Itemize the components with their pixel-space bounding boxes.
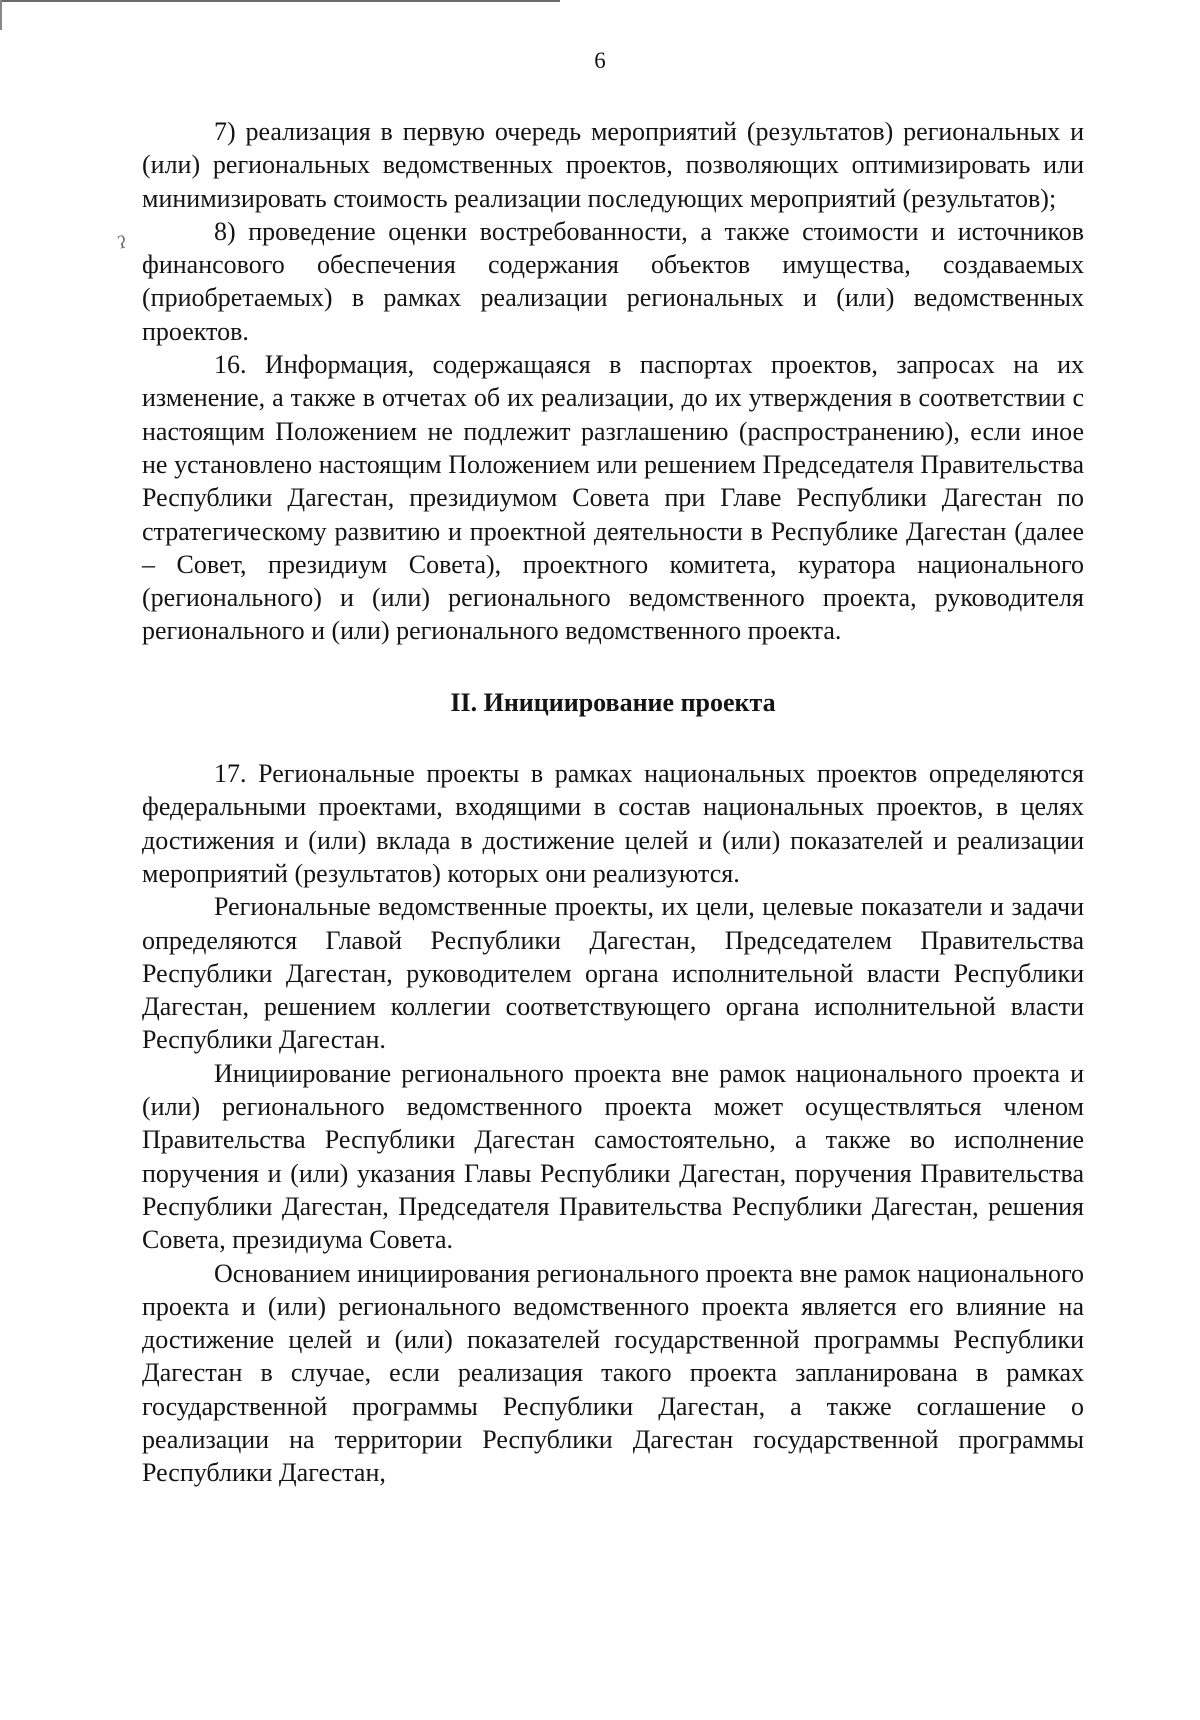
section-heading: II. Инициирование проекта [450,687,776,717]
paragraph-clause-16: 16. Информация, содержащаяся в паспортах проектов, запросах на их изменение, а также в отчетах об их реализации, до их утверждения в соответствии с настоящим Положением не подлежит разглашению (распространению), если иное не установлено настоящим Положением или решением Председателя Правительства Республики Дагестан, президиумом Совета при Главе Республики Дагестан по стратегическому развитию и проектной деятельности в Республике Дагестан (далее – Совет, президиум Совета), проектного комитета, куратора национального (регионального) и (или) регионального ведомственного проекта, руководителя регионального и (или) регионального ведомственного проекта. [142,350,1084,646]
paragraph-item-7: 7) реализация в первую очередь мероприятий (результатов) региональных и (или) региональных ведомственных проектов, позволяющих оптимизировать или минимизировать стоимость реализации последующих мероприятий (результатов); [142,117,1084,213]
scan-left-border [0,0,2,30]
paragraph-item-8: 8) проведение оценки востребованности, а также стоимости и источников финансового обеспечения содержания объектов имущества, создаваемых (приобретаемых) в рамках реализации региональных и (или) ведомственных проектов. [142,216,1084,346]
page-number: 6 [594,48,606,73]
paragraph-initiation-basis: Основанием инициирования регионального проекта вне рамок национального проекта и (или) регионального ведомственного проекта является его влияние на достижение целей и (или) показателей государственной программы Республики Дагестан в случае, если реализация такого проекта запланирована в рамках государственной программы Республики Дагестан, а также соглашение о реализации на территории Республики Дагестан государственной программы Республики Дагестан, [142,1258,1084,1488]
paragraph-clause-17: 17. Региональные проекты в рамках национальных проектов определяются федеральными проектами, входящими в состав национальных проектов, в целях достижения и (или) вклада в достижение целей и (или) показателей и реализации мероприятий (результатов) которых они реализуются. [142,759,1084,888]
paragraph-initiation: Инициирование регионального проекта вне рамок национального проекта и (или) регионального ведомственного проекта может осуществляться членом Правительства Республики Дагестан самостоятельно, а также во исполнение поручения и (или) указания Главы Республики Дагестан, поручения Правительства Республики Дагестан, Председателя Правительства Республики Дагестан, решения Совета, президиума Совета. [142,1058,1084,1255]
paragraph-departmental-projects: Региональные ведомственные проекты, их цели, целевые показатели и задачи определяются Главой Республики Дагестан, Председателем Правительства Республики Дагестан, руководителем органа исполнительной власти Республики Дагестан, решением коллегии соответствующего органа исполнительной власти Республики Дагестан. [142,892,1084,1055]
scan-top-border [0,0,560,2]
margin-pen-mark: ʔ [115,231,128,253]
document-body [142,115,1084,1490]
